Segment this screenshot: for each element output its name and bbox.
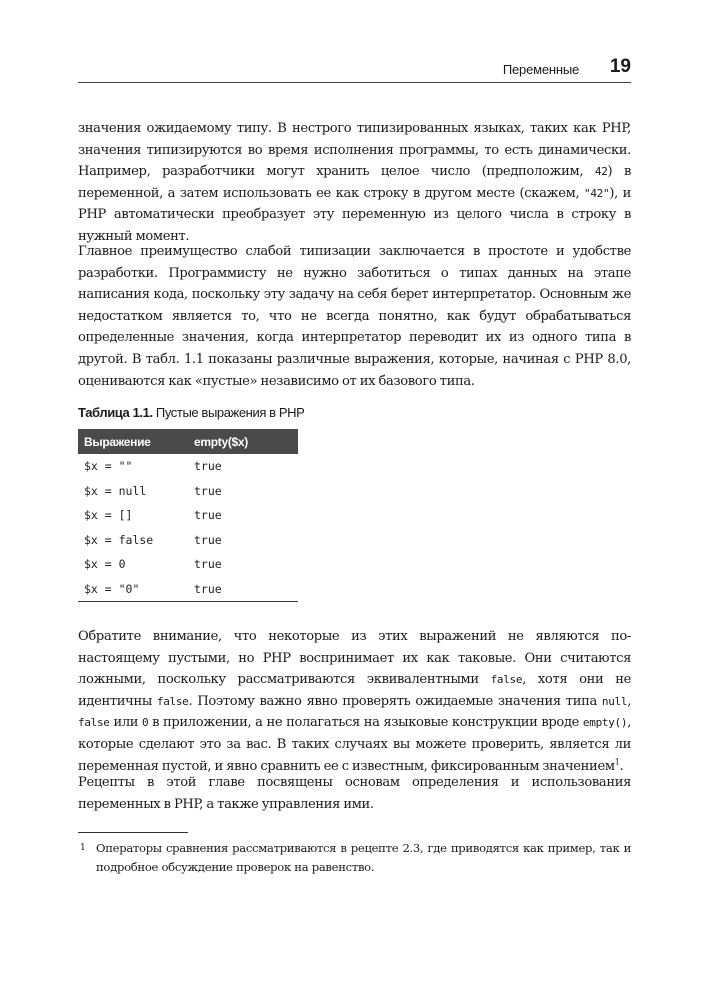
footnote-text: Операторы сравнения рассматриваются в рецепте 2.3, где приводятся как пример, так и подробное обсуждение проверок на равенство. <box>96 841 631 874</box>
table-cell: true <box>194 532 222 547</box>
table-cell: $x = 0 <box>84 557 126 572</box>
table-header-row <box>78 429 298 454</box>
table-cell: $x = false <box>84 532 154 547</box>
text-run: ) в переменной, а затем использовать ее как строку в другом месте (скажем, <box>78 164 632 201</box>
inline-code: 0 <box>142 716 149 730</box>
inline-code: "42" <box>584 186 610 200</box>
table-caption <box>78 405 304 420</box>
paragraph-typing <box>78 118 631 248</box>
footnote <box>78 839 631 877</box>
column-header-empty: empty($x) <box>188 429 298 454</box>
table-cell: true <box>194 459 222 474</box>
text-run: , которые сделают это за вас. В таких случаях вы можете проверить, является ли переменная пустой, и явно сравнить ее с известным, фиксированным значением <box>78 715 631 774</box>
table-row <box>78 528 298 553</box>
table-row <box>78 503 298 528</box>
text-run: Обратите внимание, что некоторые из этих выражений не являются по-настоящему пустыми, но PHP воспринимает их как таковые. Они считаются ложными, поскольку рассматриваются эквивалентными <box>78 629 631 688</box>
table-cell: $x = "0" <box>78 577 188 602</box>
table-cell: $x = "" <box>84 459 133 474</box>
text-run: . <box>619 758 624 774</box>
section-title: Переменные <box>502 62 579 77</box>
inline-code: false <box>490 673 523 687</box>
paragraph-chapter-recipes: Рецепты в этой главе посвящены основам определения и использования переменных в PHP, а также управления ими. <box>78 775 631 812</box>
table-cell: true <box>194 557 222 572</box>
table-caption-text: Пустые выражения в PHP <box>152 405 305 420</box>
table-row <box>78 479 298 504</box>
inline-code: null <box>601 694 628 708</box>
table-cell: $x = [] <box>84 508 133 523</box>
text-run: значения ожидаемому типу. В нестрого типизированных языках, таких как PHP, значения типизируются во время исполнения программы, то есть динамически. Например, разработчики могут хранить целое число (предположим, <box>78 121 631 180</box>
table-cell: true <box>188 577 298 602</box>
footnote-ref[interactable]: 1 <box>614 757 620 767</box>
table-row <box>78 454 298 479</box>
text-run: . Поэтому важно явно проверять ожидаемые значения типа <box>188 693 602 709</box>
page-number: 19 <box>609 56 631 77</box>
text-run: или <box>109 715 143 731</box>
paragraph-weak-typing: Главное преимущество слабой типизации заключается в простоте и удобстве разработки. Программисту не нужно заботиться о типах данных на этапе написания кода, поскольку эту задачу на себя берет интерпретатор. Основным же недостатком является то, что не всегда понятно, как будут обрабатываться определенные значения, когда интерпретатор переводит их из одного типа в другой. В табл. 1.1 показаны различные выражения, которые, начиная с PHP 8.0, оцениваются как «пустые» независимо от их базового типа. <box>78 244 631 389</box>
table-cell: true <box>194 508 222 523</box>
footnote-divider <box>78 832 188 833</box>
inline-code: false <box>78 716 110 730</box>
table-row <box>78 552 298 577</box>
table-cell: $x = null <box>84 483 147 498</box>
running-header <box>78 58 631 83</box>
table-caption-label: Таблица 1.1. <box>78 405 153 420</box>
text-run: ), и PHP автоматически преобразует эту переменную из целого числа в строку в нужный момент. <box>78 185 631 244</box>
table-cell: true <box>194 483 222 498</box>
inline-code: 42 <box>594 165 608 179</box>
text-run: , хотя они не идентичны <box>78 672 631 709</box>
paragraph-falsy-values <box>78 626 631 777</box>
inline-code: false <box>156 694 189 708</box>
text-run: , <box>627 693 632 709</box>
table-row <box>78 577 298 602</box>
empty-expressions-table <box>78 429 298 602</box>
inline-code: empty() <box>582 716 628 730</box>
footnote-number: 1 <box>80 843 86 853</box>
text-run: в приложении, а не полагаться на языковые конструкции вроде <box>148 715 583 731</box>
column-header-expression: Выражение <box>78 429 188 454</box>
